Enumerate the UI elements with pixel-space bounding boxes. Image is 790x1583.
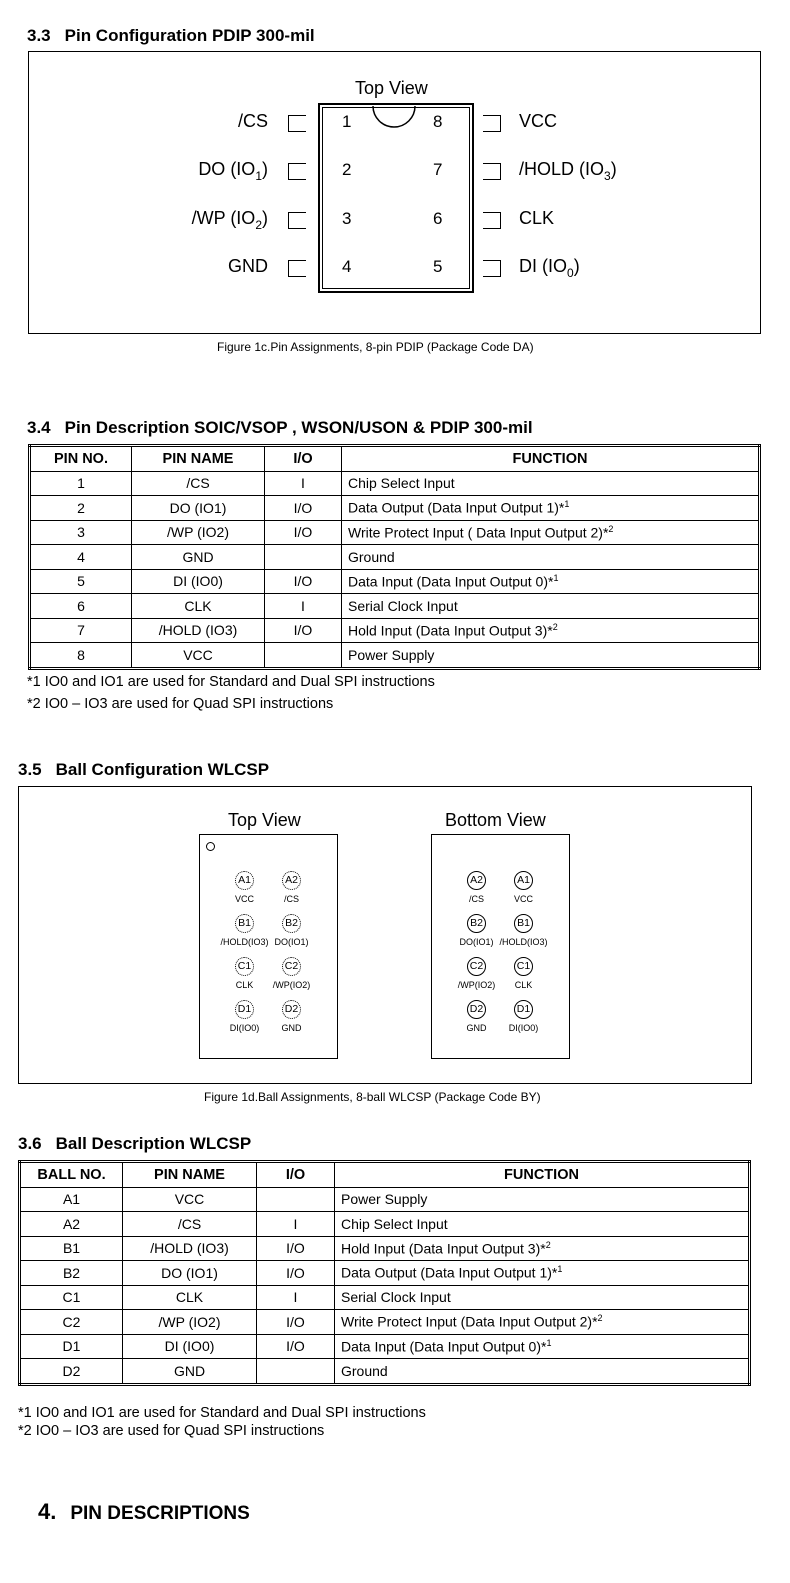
section-number: 3.5 [18,760,42,779]
footnote-ref: 2 [545,1239,551,1250]
cell-function [335,1212,750,1237]
section-3-5-heading [18,760,269,780]
table-row [30,520,760,545]
function-text: Data Output (Data Input Output 1)* [341,1265,558,1282]
pin-lead [483,163,501,180]
ball-a2: A2 [467,871,486,890]
pin-label-text: /CS [237,111,268,131]
cell-name: DI (IO0) [132,569,265,594]
cell-function [335,1261,750,1286]
pin-number: 6 [433,209,443,228]
cell-number: B1 [20,1236,123,1261]
cell-function [335,1334,750,1359]
section-title: Ball Description WLCSP [55,1134,252,1153]
function-text: Hold Input (Data Input Output 3)* [348,622,553,639]
cell-name: /WP (IO2) [132,520,265,545]
cell-number: A2 [20,1212,123,1237]
cell-function [342,471,760,496]
cell-name: DO (IO1) [132,496,265,521]
table-row [20,1310,750,1335]
pin-number: 1 [342,112,352,131]
table-row [20,1212,750,1237]
table-row [20,1236,750,1261]
pin-lead [288,115,306,132]
pin-number: 8 [433,112,443,131]
pin-label-subscript: 0 [567,266,574,280]
pin-label [519,208,554,229]
wlcsp-figure [18,786,752,1084]
cell-io: I/O [257,1236,335,1261]
ball-label: GND [281,1023,302,1033]
ball-d1: D1 [514,1000,533,1019]
pdip-top-view-label: Top View [355,78,428,98]
col-header: BALL NO. [20,1162,123,1188]
footnote-1: *1 IO0 and IO1 are used for Standard and Dual SPI instructions [27,674,435,690]
cell-io: I [257,1212,335,1237]
table-row [20,1334,750,1359]
cell-number: 3 [30,520,132,545]
cell-number: 1 [30,471,132,496]
pin-label-text: /WP (IO [191,208,256,228]
cell-name: CLK [132,594,265,619]
table-row [20,1187,750,1212]
table-row [30,471,760,496]
cell-number: D2 [20,1359,123,1385]
cell-io [265,643,342,669]
ball-b1: B1 [514,914,533,933]
function-text: Ground [348,548,395,565]
cell-number: B2 [20,1261,123,1286]
cell-number: 2 [30,496,132,521]
function-text: Hold Input (Data Input Output 3)* [341,1240,546,1257]
ball-a1: A1 [235,871,254,890]
table-row [30,569,760,594]
table-row [30,496,760,521]
cell-number: A1 [20,1187,123,1212]
pin-lead [483,115,501,132]
table-row [20,1261,750,1286]
cell-function [342,618,760,643]
cell-function [335,1187,750,1212]
section-title: Pin Configuration PDIP 300-mil [64,26,315,45]
table-header-row [30,446,760,472]
ball-d1: D1 [235,1000,254,1019]
ball-c2: C2 [282,957,301,976]
table-row [30,545,760,570]
ball-description-table [18,1160,751,1386]
ball-label: /CS [283,894,299,904]
pin-label-text: VCC [519,111,558,131]
ball-label: VCC [513,894,533,904]
ball-label: /WP(IO2) [457,980,496,990]
cell-function [342,569,760,594]
cell-function [335,1285,750,1310]
ball-d2: D2 [467,1000,486,1019]
ball-label: DI(IO0) [508,1023,539,1033]
pin-label-tail: ) [262,159,268,179]
cell-function [335,1236,750,1261]
pin-label [519,159,617,183]
pdip-notch [372,105,416,131]
ball-label: DO(IO1) [459,937,494,947]
section-title: Ball Configuration WLCSP [55,760,270,779]
cell-name: DI (IO0) [123,1334,257,1359]
cell-io [265,545,342,570]
footnote-ref: 2 [597,1313,603,1324]
cell-name: GND [123,1359,257,1385]
pin-label-tail: ) [610,159,617,179]
function-text: Serial Clock Input [341,1289,451,1306]
section-number: 4. [38,1499,57,1524]
wlcsp-bottom-view-label: Bottom View [445,810,546,830]
pin-label [519,256,580,280]
cell-io: I/O [265,569,342,594]
cell-number: 5 [30,569,132,594]
cell-function [335,1359,750,1385]
ball-b2: B2 [282,914,301,933]
wlcsp-top-view-label: Top View [228,810,301,830]
cell-name: GND [132,545,265,570]
cell-function [342,643,760,669]
ball-c2: C2 [467,957,486,976]
footnote-ref: 1 [557,1264,563,1275]
pin-label-text: GND [228,256,268,276]
pin-label-tail: ) [262,208,268,228]
cell-number: 4 [30,545,132,570]
col-header: PIN NAME [123,1162,257,1188]
col-header: I/O [257,1162,335,1188]
ball-label: DO(IO1) [274,937,309,947]
ball-a2: A2 [282,871,301,890]
section-3-6-heading [18,1134,251,1154]
pin-label-subscript: 1 [255,169,262,183]
col-header: FUNCTION [335,1162,750,1188]
col-header: I/O [265,446,342,472]
ball-d2: D2 [282,1000,301,1019]
pin-label-subscript: 2 [255,218,262,232]
section-number: 3.6 [18,1134,42,1153]
figure-1d-caption: Figure 1d.Ball Assignments, 8-ball WLCSP (Package Code BY) [204,1090,541,1104]
cell-name: VCC [123,1187,257,1212]
footnote-1: *1 IO0 and IO1 are used for Standard and Dual SPI instructions [18,1405,426,1421]
cell-name: /HOLD (IO3) [123,1236,257,1261]
ball-label: GND [466,1023,487,1033]
cell-io: I/O [265,496,342,521]
cell-io: I [265,594,342,619]
section-number: 3.3 [27,26,51,45]
table-row [30,594,760,619]
cell-io: I [257,1285,335,1310]
ball-label: /CS [468,894,484,904]
cell-function [342,496,760,521]
ball-c1: C1 [235,957,254,976]
cell-number: C1 [20,1285,123,1310]
cell-io: I/O [265,520,342,545]
ball-b2: B2 [467,914,486,933]
pin-label [198,159,268,183]
footnote-2: *2 IO0 – IO3 are used for Quad SPI instructions [27,696,334,712]
function-text: Write Protect Input (Data Input Output 2)* [341,1314,598,1331]
pin-number: 2 [342,160,352,179]
footnote-2: *2 IO0 – IO3 are used for Quad SPI instructions [18,1423,325,1439]
ball-a1: A1 [514,871,533,890]
function-text: Data Input (Data Input Output 0)* [348,573,554,590]
col-header: FUNCTION [342,446,760,472]
section-title: PIN DESCRIPTIONS [70,1503,250,1524]
pin-label [238,111,268,132]
cell-function [335,1310,750,1335]
cell-io: I/O [257,1310,335,1335]
pin-label-text: /HOLD (IO [519,159,605,179]
cell-io [257,1359,335,1385]
pin-lead [288,212,306,229]
function-text: Data Input (Data Input Output 0)* [341,1338,547,1355]
pin-lead [483,260,501,277]
pin-lead [288,163,306,180]
ball-label: VCC [234,894,254,904]
pin-lead [483,212,501,229]
pin-number: 5 [433,257,443,276]
cell-function [342,545,760,570]
col-header: PIN NAME [132,446,265,472]
col-header: PIN NO. [30,446,132,472]
footnote-ref: 2 [552,621,558,632]
table-header-row [20,1162,750,1188]
cell-name: /CS [123,1212,257,1237]
pin-number: 4 [342,257,352,276]
pin-label-tail: ) [573,256,580,276]
table-row [20,1285,750,1310]
pin1-marker [206,842,215,851]
cell-io: I/O [257,1261,335,1286]
section-title: Pin Description SOIC/VSOP , WSON/USON & PDIP 300-mil [64,418,533,437]
function-text: Power Supply [348,646,435,663]
pin-label-text: CLK [519,208,555,228]
pin-label-text: DO (IO [198,159,256,179]
ball-label: CLK [514,980,533,990]
function-text: Data Output (Data Input Output 1)* [348,500,565,517]
pin-number: 7 [433,160,443,179]
pin-lead [288,260,306,277]
ball-label: /WP(IO2) [272,980,311,990]
ball-b1: B1 [235,914,254,933]
footnote-ref: 1 [553,572,559,583]
ball-c1: C1 [514,957,533,976]
section-number: 3.4 [27,418,51,437]
cell-name: CLK [123,1285,257,1310]
ball-label: DI(IO0) [229,1023,260,1033]
cell-number: C2 [20,1310,123,1335]
cell-function [342,520,760,545]
cell-io: I/O [257,1334,335,1359]
cell-number: 6 [30,594,132,619]
cell-io: I/O [265,618,342,643]
function-text: Ground [341,1362,388,1379]
cell-name: /CS [132,471,265,496]
function-text: Serial Clock Input [348,597,458,614]
function-text: Chip Select Input [348,475,455,492]
pin-description-table [28,444,761,670]
pin-label [519,111,557,132]
table-row [20,1359,750,1385]
pin-number: 3 [342,209,352,228]
cell-io [257,1187,335,1212]
cell-name: /WP (IO2) [123,1310,257,1335]
footnote-ref: 1 [546,1337,552,1348]
figure-1c-caption: Figure 1c.Pin Assignments, 8-pin PDIP (Package Code DA) [217,340,534,354]
section-4-heading [38,1499,250,1525]
ball-label: /HOLD(IO3) [499,937,548,947]
cell-number: 7 [30,618,132,643]
cell-name: DO (IO1) [123,1261,257,1286]
function-text: Chip Select Input [341,1215,448,1232]
pin-label-subscript: 3 [604,169,611,183]
cell-function [342,594,760,619]
cell-io: I [265,471,342,496]
ball-label: CLK [235,980,254,990]
function-text: Write Protect Input ( Data Input Output 2)* [348,524,609,541]
ball-label: /HOLD(IO3) [220,937,269,947]
cell-name: /HOLD (IO3) [132,618,265,643]
cell-number: 8 [30,643,132,669]
footnote-ref: 2 [608,523,614,534]
pin-label [228,256,268,277]
pin-label-text: DI (IO [519,256,567,276]
table-row [30,618,760,643]
cell-number: D1 [20,1334,123,1359]
cell-name: VCC [132,643,265,669]
section-3-4-heading [27,418,533,438]
footnote-ref: 1 [564,499,570,510]
pin-label [192,208,268,232]
table-row [30,643,760,669]
section-3-3-heading [27,26,315,46]
function-text: Power Supply [341,1191,428,1208]
